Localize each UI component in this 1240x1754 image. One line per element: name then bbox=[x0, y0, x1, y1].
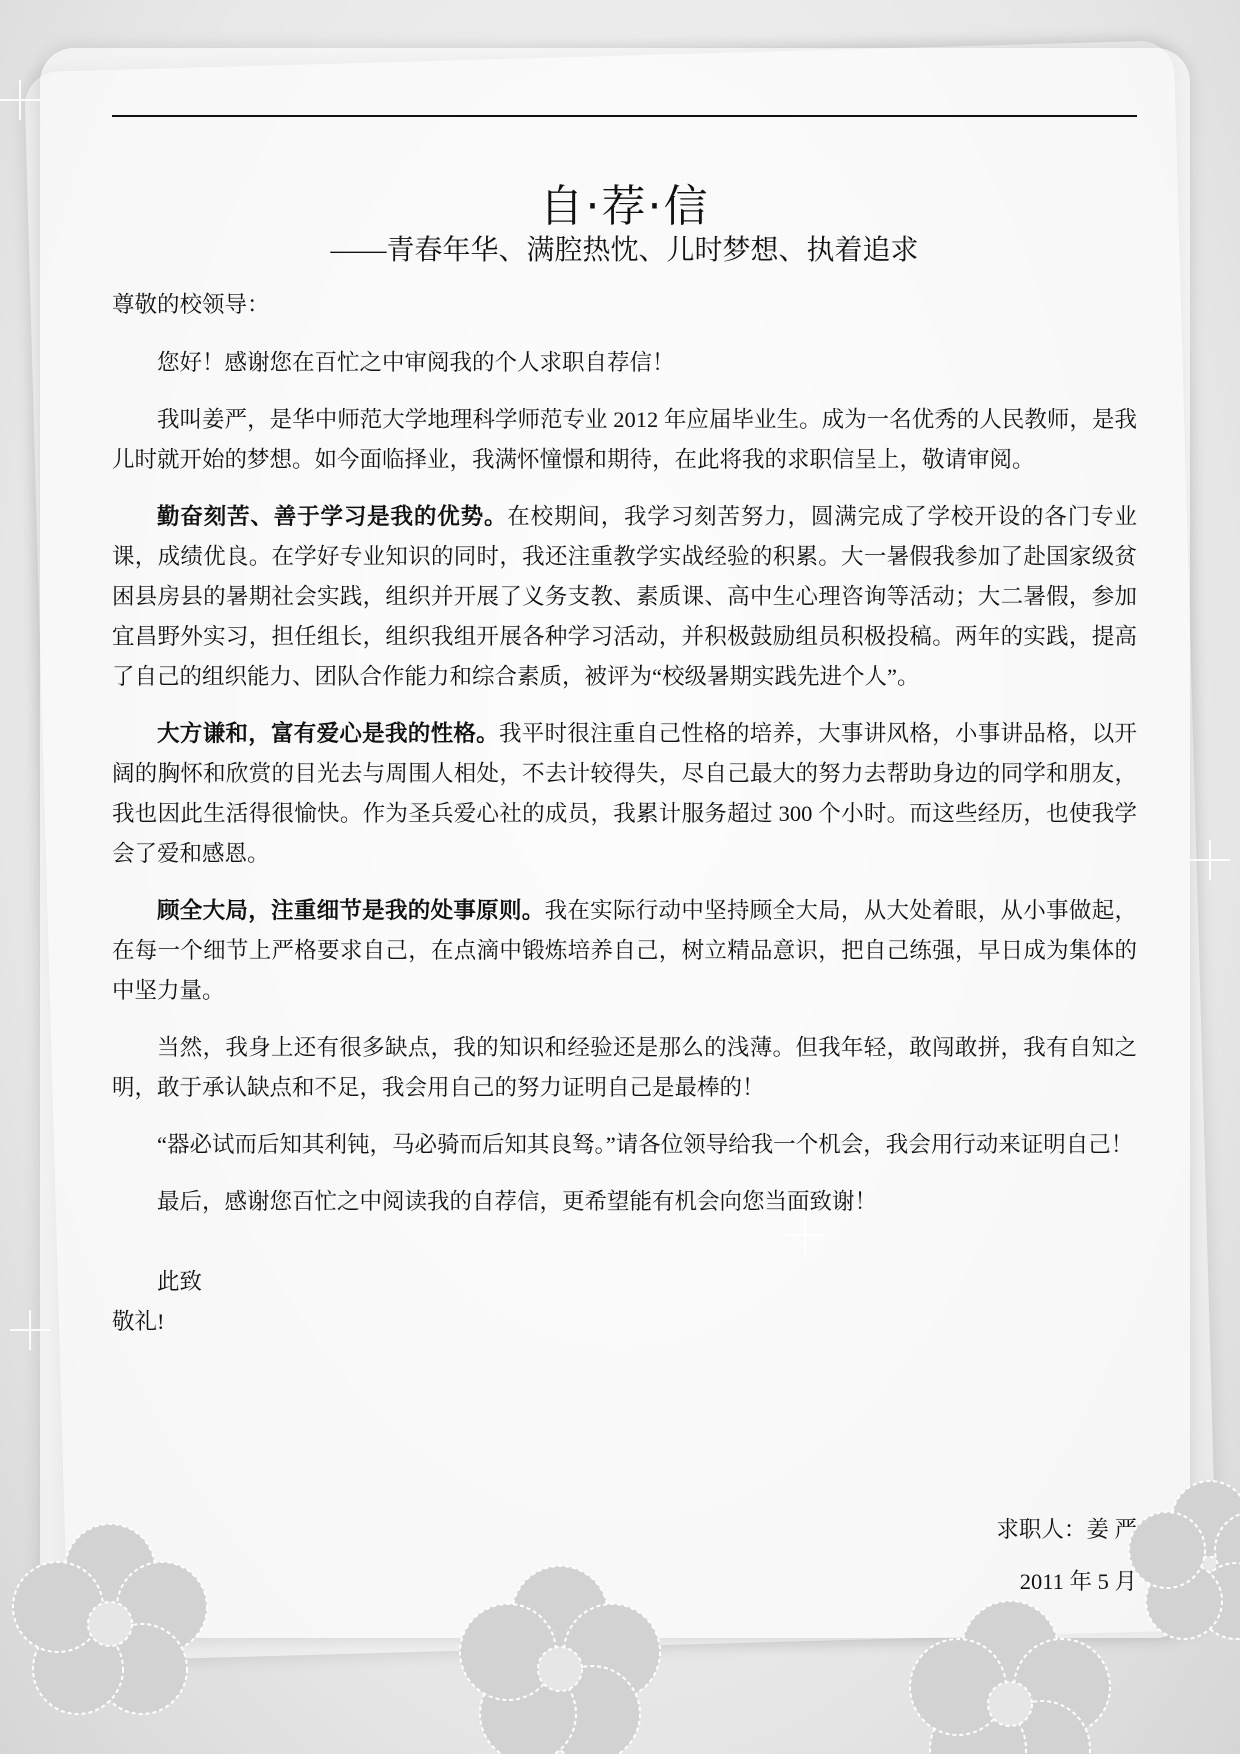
salutation: 尊敬的校领导： bbox=[112, 292, 270, 317]
letter-body bbox=[112, 285, 1137, 1342]
paragraph-text: 我在实际行动中坚持顾全大局，从大处着眼，从小事做起，在每一个细节上严格要求自己，在点滴中锻炼培养自己，树立精品意识，把自己练强，早日成为集体的中坚力量。 bbox=[112, 898, 1137, 1003]
paragraph-text: 我叫姜严，是华中师范大学地理科学师范专业 2012 年应届毕业生。成为一名优秀的人民教师，是我儿时就开始的梦想。如今面临择业，我满怀憧憬和期待，在此将我的求职信呈上，敬请审阅。 bbox=[112, 407, 1137, 472]
paragraph-lead: 勤奋刻苦、善于学习是我的优势。 bbox=[157, 504, 508, 529]
paragraph-text: 在校期间，我学习刻苦努力，圆满完成了学校开设的各门专业课，成绩优良。在学好专业知识的同时，我还注重教学实战经验的积累。大一暑假我参加了赴国家级贫困县房县的暑期社会实践，组织并开展了义务支教、素质课、高中生心理咨询等活动；大二暑假，参加宜昌野外实习，担任组长，组织我组开展各种学习活动，并积极鼓励组员积极投稿。两年的实践，提高了自己的组织能力、团队合作能力和综合素质，被评为“校级暑期实践先进个人”。 bbox=[112, 504, 1137, 689]
signature-block bbox=[996, 1510, 1137, 1614]
paragraph-lead: 大方谦和，富有爱心是我的性格。 bbox=[157, 721, 499, 746]
paragraph-greeting bbox=[112, 343, 1137, 383]
paragraph-text: 我平时很注重自己性格的培养，大事讲风格，小事讲品格，以开阔的胸怀和欣赏的目光去与周围人相处，不去计较得失，尽自己最大的努力去帮助身边的同学和朋友，我也因此生活得很愉快。作为圣兵爱心社的成员，我累计服务超过 300 个小时。而这些经历，也使我学会了爱和感恩。 bbox=[112, 721, 1137, 866]
closing-line-1: 此致 bbox=[157, 1269, 203, 1294]
paragraph-shortcomings bbox=[112, 1028, 1137, 1108]
paragraph-text: 您好！感谢您在百忙之中审阅我的个人求职自荐信！ bbox=[157, 350, 675, 375]
letter-date: 2011 年 5 月 bbox=[1019, 1569, 1137, 1594]
letter-page bbox=[112, 0, 1137, 1754]
letter-subtitle: ——青春年华、满腔热忱、儿时梦想、执着追求 bbox=[330, 235, 919, 266]
paragraph-quote bbox=[112, 1125, 1137, 1165]
paragraph-lead: 顾全大局，注重细节是我的处事原则。 bbox=[157, 898, 545, 923]
paragraph-text: 最后，感谢您百忙之中阅读我的自荐信，更希望能有机会向您当面致谢！ bbox=[157, 1189, 878, 1214]
signature: 求职人：姜 严 bbox=[996, 1517, 1137, 1542]
paragraph-personality bbox=[112, 714, 1137, 874]
paragraph-strengths bbox=[112, 497, 1137, 697]
header-rule bbox=[112, 115, 1137, 117]
paragraph-text: “器必试而后知其利钝，马必骑而后知其良驽。”请各位领导给我一个机会，我会用行动来证明自己！ bbox=[157, 1132, 1134, 1157]
closing-line-2: 敬礼! bbox=[112, 1309, 165, 1334]
paragraph-introduction bbox=[112, 400, 1137, 480]
letter-title: 自·荐·信 bbox=[539, 181, 710, 232]
paragraph-text: 当然，我身上还有很多缺点，我的知识和经验还是那么的浅薄。但我年轻，敢闯敢拼，我有自知之明，敢于承认缺点和不足，我会用自己的努力证明自己是最棒的！ bbox=[112, 1035, 1137, 1100]
paragraph-thanks bbox=[112, 1182, 1137, 1222]
paragraph-principles bbox=[112, 891, 1137, 1011]
